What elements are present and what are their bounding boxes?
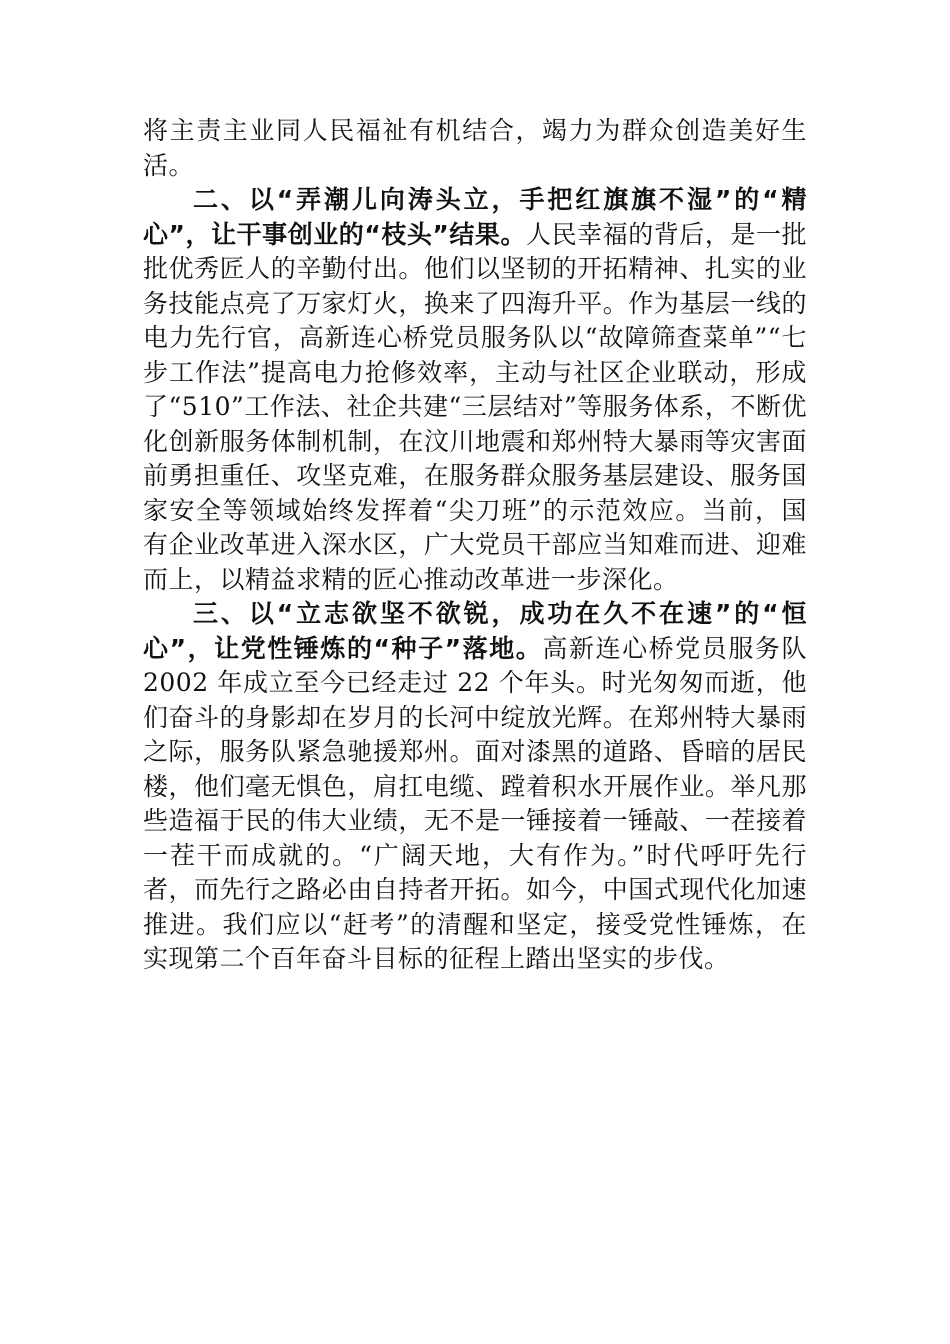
section-2-paragraph xyxy=(143,183,807,597)
section-2-heading: 二、以“弄潮儿向涛头立，手把红旗旗不湿”的“精心”，让干事创业的“枝头”结果。 xyxy=(143,185,807,249)
section-3-paragraph xyxy=(143,597,807,977)
section-2-body: 人民幸福的背后，是一批批优秀匠人的辛勤付出。他们以坚韧的开拓精神、扎实的业务技能点亮了万家灯火，换来了四海升平。作为基层一线的电力先行官，高新连心桥党员服务队以“故障筛查菜单”“七步工作法”提高电力抢修效率，主动与社区企业联动，形成了“510”工作法、社企共建“三层结对”等服务体系，不断优化创新服务体制机制，在汶川地震和郑州特大暴雨等灾害面前勇担重任、攻坚克难，在服务群众服务基层建设、服务国家安全等领域始终发挥着“尖刀班”的示范效应。当前，国有企业改革进入深水区，广大党员干部应当知难而进、迎难而上，以精益求精的匠心推动改革进一步深化。 xyxy=(143,219,807,594)
section-3-heading: 三、以“立志欲坚不欲锐，成功在久不在速”的“恒心”，让党性锤炼的“种子”落地。 xyxy=(143,599,807,663)
paragraph-text: 将主责主业同人民福祉有机结合，竭力为群众创造美好生活。 xyxy=(143,116,807,180)
paragraph-continuation xyxy=(143,114,807,183)
document-body xyxy=(143,114,807,977)
section-3-body: 高新连心桥党员服务队 2002 年成立至今已经走过 22 个年头。时光匆匆而逝，他们奋斗的身影却在岁月的长河中绽放光辉。在郑州特大暴雨之际，服务队紧急驰援郑州。面对漆黑的道路、昏暗的居民楼，他们毫无惧色，肩扛电缆、蹚着积水开展作业。举凡那些造福于民的伟大业绩，无不是一锤接着一锤敲、一茬接着一茬干而成就的。“广阔天地，大有作为。”时代呼吁先行者，而先行之路必由自持者开拓。如今，中国式现代化加速推进。我们应以“赶考”的清醒和坚定，接受党性锤炼，在实现第二个百年奋斗目标的征程上踏出坚实的步伐。 xyxy=(143,633,807,973)
